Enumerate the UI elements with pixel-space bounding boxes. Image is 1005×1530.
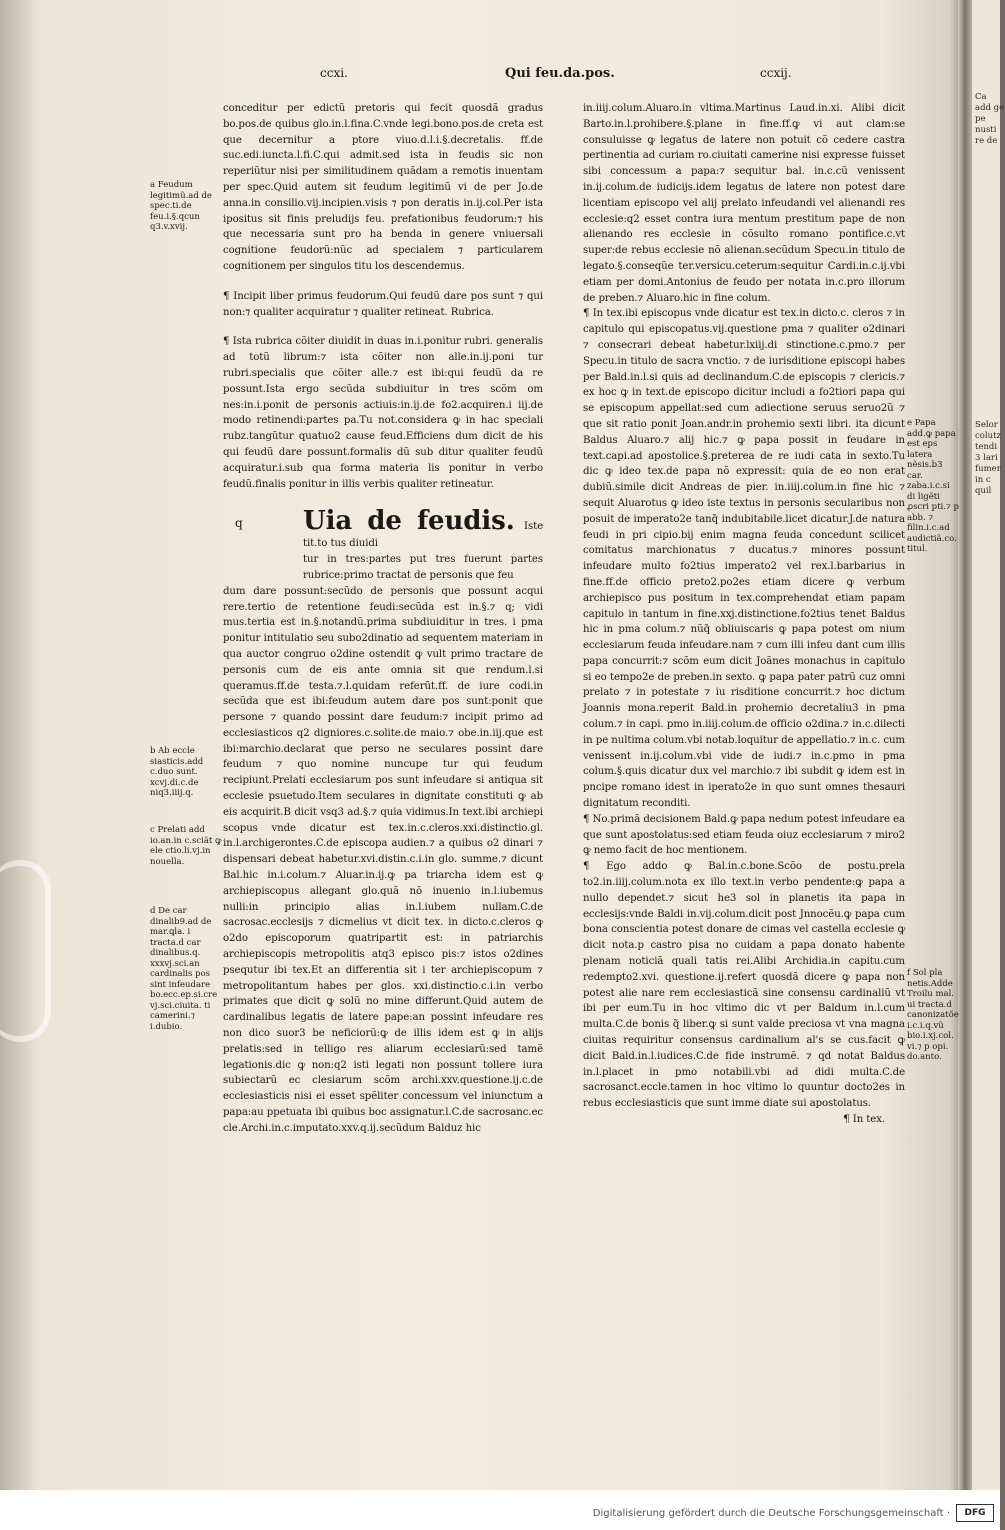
marginal-gloss-a: a Feudum legitimũ.ad de spec.ti.de feu.i.§.qcun q3.v.xvij. bbox=[150, 180, 212, 232]
right-paragraph-3-text: No.primã decisionem Bald.ꝙ papa nedum potest infeudare ea que sunt apostolatus:sed etiam feuda oiuz ecclesiarum ⁊ miro2 ꝙ nemo facit de hoc mentionem. bbox=[583, 813, 906, 857]
right-paragraph-4 bbox=[583, 859, 905, 1112]
left-text-column bbox=[223, 101, 543, 1137]
marginal-gloss-b: b Ab eccle siasticis.add c.duo sunt. xcvj.di.c.de niq3.iiij.q. bbox=[150, 746, 204, 798]
pilcrow-icon: ¶ bbox=[583, 308, 590, 320]
marginal-gloss-c: c Prelati add io.an.in c.sciãt ꝙ ele ctio.li.vj.in nouella. bbox=[150, 825, 222, 867]
adjacent-page-fragment-middle: Selor colutz tendi 3 lari fumer in c quil bbox=[975, 420, 1001, 496]
dfg-logo: DFG bbox=[956, 1504, 994, 1522]
running-header bbox=[320, 66, 820, 88]
adjacent-page-fragment-top: Ca add ge pe nusti re de bbox=[975, 92, 1005, 146]
marginal-gloss-e: e Papa add.ꝙ papa est eps latera nẽsis.b3 car. zaba.i.c.si di ligẽti ꝓscri pti.⁊ p abb. ⁊ filin.i.c.ad audictiã.co. titul. bbox=[907, 418, 959, 554]
left-paragraph-3-text: Ista rubrica cõiter diuidit in duas in.i.ponitur rubri. generalis ad totũ librum:⁊ ista cõiter non alle.in.ij.poni tur rubri.specialis que cõiter alle.⁊ est ibi:qui feudũ da re possunt.Ista ergo secũda subdiuitur in tres scõm om nes:in.i.ponit de personis actiuis:in.ij.de fo2.acquiren.i iij.de modo retinendi:partes pa.Tu not.considera ꝙ in hac speciali rubz.tangũtur quatuo2 cause feud.Efficiens dum dicit de his qui feudũ dare possunt.formalis dũ sub ditur qualiter feudũ acquiratur.i.sub qua forma materia lis ponitur in verbo feudũ.finalis ponitur in illis verbis qualiter retineatur. bbox=[223, 336, 544, 490]
left-paragraph-2 bbox=[223, 289, 543, 321]
pilcrow-icon: ¶ bbox=[583, 861, 590, 873]
right-paragraph-2-text: In tex.ibi episcopus vnde dicatur est tex.in dicto.c. cleros ⁊ in capitulo qui episcopatus.vij.questione pma ⁊ qualiter o2dinari ⁊ consecrari debeat habetur.lxiij.di stinctione.c.pmo.⁊ per Specu.in titulo de sacra vnctio. ⁊ de iurisditione episcopi habes per Bald.in.l.si quis ad declinandum.C.de episcopis ⁊ clericis.⁊ ex hoc ꝙ in text.de episcopo dicitur includi a fo2tiori papa qui se episcopum appellat:sed cum adiectione seruus seruo2ũ ⁊ que sit ratio ponit Joan.andr.in prohemio sexti libri. ita dicunt Baldus Aluaro.⁊ alij hic.⁊ ꝙ papa possit in feudare in text.capi.ad apostolice.§.preterea de re iudi cata in sexto.Tu dic ꝙ ideo tex.de papa nõ expressit: quia de eo non erat dubiũ.simile dicit Andreas de pier. in.iiij.colum.in fine hic ⁊ sequit Aluarotus ꝙ ideo iste textus in personis secularibus non posuit de imperato2e tanq̃ indubitabile.licet dicatur.J.de natura feudi in pri cipio.bij enim magna feuda concedunt scilicet comitatus marchionatus ⁊ ducatus.⁊ minores possunt infeudare multo fo2tius imperato2 vel rex.l.barbarius in fine.ff.de officio preto2.po2es etiam dicere ꝙ verbum archiepisco pus positum in tex.comprehendat etiam papam capitulo in tantum in fine.xxj.distinctione.fo2tius tenet Baldus hic in pma colum.⁊ nũq̃ obliuiscaris ꝙ papa potest om nium ecclesiarum feuda infeudare.nam ⁊ cum illi infeu dant cum illis papa concurrit:⁊ scõm eum dicit Joãnes monachus in capitulo si eo tempo2e de preben.in sexto. ꝙ papa pater patrũ cuz omni prelato ⁊ in potestate ⁊ iu risditione concurrit.⁊ hoc dictum Joannis mona.reperit Bald.in prohemio decretaliu3 in pma colum.⁊ in capi. pmo in.iiij.colum.de officio o2dina.⁊ in.c.dilecti in pe nultima colum.vbi notab.loquitur de appellatio.⁊ in.c. cum venissent in.ij.colum.vbi vide de iudi.⁊ in.c.pmo in pma colum.§.quis dicatur dux vel marchio.⁊ ibi subdit ꝙ idem est in pncipe romano idest in iperato2e in quo sunt omnes thesauri dignitatum reconditi. bbox=[583, 308, 905, 810]
right-paragraph-4-text: Ego addo ꝙ Bal.in.c.bone.Scõo de postu.prela to2.in.iiij.colum.nota ex illo text.in verbo pendente:ꝙ papa a nullo dependet.⁊ sicut he3 sol in planetis ita papa in ecclesijs:vnde Baldi in.vij.colum.dicit post Jnnocẽu.ꝙ papa cum bona conscientia potest donare de cimas vel castella ecclesie ꝙ dicit nota.p castro pisa no cuidam a papa donato habente plenam noticiã quali tatis rei.Alibi Archidia.in capitu.cum redempto2.xvi. questione.ij.refert quosdã dicere ꝙ papa non potest alie nare rem ecclesiasticã sine consensu cardinaliũ vt ibi per eum.Tu in hoc vltimo dic vt per Baldum in.l.cum multa.C.de bonis q̃ liber.ꝙ si sunt valde preciosa vt vna magna ciuitas requiritur consensus cardinalium al's se cus.facit ꝙ dicit Bald.in.l.iudices.C.de fide instrumẽ. ⁊ qd notat Baldus in.l.placet in pmo notabili.vbi ad didi multa.C.de sacrosanct.eccle.tamen in hoc vltimo lo quuntur docto2es in rebus ecclesiasticis que sunt imme diate sui apostolatus. bbox=[583, 861, 906, 1110]
pilcrow-icon: ¶ bbox=[583, 813, 590, 825]
pilcrow-icon: ¶ bbox=[843, 1114, 850, 1125]
chapter-title: Uia de feudis. bbox=[303, 506, 515, 537]
page-gutter bbox=[958, 0, 972, 1490]
left-paragraph-3 bbox=[223, 334, 543, 492]
left-paragraph-4: dum dare possunt:secũdo de personis que possunt acqui rere.tertio de retentione feudi:secũda est in.§.⁊ q; vidi mus.tertia est in.§.notandũ.prima subdiuiditur in tres. i pma ponitur intitulatio seu subo2dinatio ad sequentem materiam in qua auctor congruo o2dine ostendit ꝙ vult primo tractare de personis cum de eis ante omnia sit que rendum.l.si queramus.ff.de testa.⁊.l.quidam referũt.ff. de iure codi.in secũda que est ibi:feudum autem dare pos sunt:ponit que persone ⁊ quando possint dare feudum:⁊ incipit primo ad ecclesiasticos q2 digniores.c.solite.de maio.⁊ obe.in.iij.que est ibi:marchio.declarat que perso ne seculares possint dare feudum ⁊ quo nomine nuncupe tur qui feudum recipiunt.Prelati ecclesiarum pos sunt infeudare si antiqua sit ecclesie psuetudo.Item seculares in dignitate constituti ꝙ ab eis acquirit.B dicit vsq3 ad.§.⁊ quia vidimus.In text.ibi archiepi scopus vnde dicatur est tex.in.c.cleros.xxi.distinctio.gl. in.l.archigerontes.C.de episcopa audien.⁊ a quibus o2 dinari ⁊ dispensari debeat habetur.xvi.distin.c.i.in glo. summe.⁊ dicunt Bal.hic in.i.colum.⁊ Aluar.in.ij.ꝙ pa triarcha idem est ꝙ archiepiscopus allegant glo.quã nõ inuenio in.l.iubemus nulli:in principio alias in.l.iubem nullam.C.de sacrosac.ecclesijs ⁊ dicmelius vt dicit tex. in dicto.c.cleros ꝙ o2do episcoporum quatripartit est: in patriarchis archiepiscopis metropolitis atq3 episco pis:⁊ istos o2dines psequtur ibi tex.Et an differentia sit i ter archiepiscopum ⁊ metropolitantum habes per glos. xxi.distinctio.c.i.in verbo primates que dicit ꝙ solũ no mine differunt.Quid autem de cardinalibus legatis de latere pape:an possint infeudare res non dico suor3 be neficiorũ:ꝙ de illis idem est ꝙ in alijs prelatis:sed in telligo res aliarum ecclesiarũ:sed tamẽ legationis.dic ꝙ non:q2 isti legati non possunt tollere iura subiectarũ ec clesiarum scõm archi.xxv.questione.ij.c.de ecclesiasticis nisi ei esset spẽliter concessum vel iniunctum a papa:au ppetuata ibi quibus boc assignatur.l.C.de sacrosanc.ec cle.Archi.in.c.imputato.xxv.q.ij.secũdum Balduz hic bbox=[223, 585, 543, 1134]
book-rubric: Incipit liber primus feudorum.Qui feudũ dare pos sunt ⁊ qui non:⁊ qualiter acquiratur ⁊ qualiter retineat. Rubrica. bbox=[223, 290, 544, 318]
right-paragraph-2 bbox=[583, 306, 905, 812]
footer-credit: Digitalisierung gefördert durch die Deutsche Forschungsgemeinschaft · bbox=[592, 1508, 950, 1519]
right-text-column bbox=[583, 101, 905, 1128]
right-paragraph-1: in.iiij.colum.Aluaro.in vltima.Martinus Laud.in.xi. Alibi dicit Barto.in.l.prohibere.§.plane in fine.ff.ꝙ vi aut clam:se consuluisse ꝙ legatus de latere non potuit cõ cedere castra pertinentia ad curiam ro.ciuitati camerine nisi expresse fuisset sibi concessum a papa:⁊ sequitur bal. in.c.cũ venissent in.ij.colum.de iudicijs.idem legatus de latere non potest dare licentiam episcopo vel alij prelato infeudandi vel alienandi res ecclesie:q2 esset contra iura mentum prestitum pape de non alienando res ecclesie in cõsulto romano pontifice.c.vt super:de rebus ecclesie nõ alienan.secũdum Specu.in titulo de legato.§.conseqũe ter.versicu.ceterum:sequitur Cardi.in.c.ij.vbi etiam per domi.Antonius de feudo per notata in.c.pro illorum de preben.⁊ Aluaro.hic in fine colum. bbox=[583, 103, 905, 304]
chapter-heading bbox=[223, 506, 543, 552]
catchword bbox=[583, 1112, 905, 1128]
adjacent-page-strip bbox=[972, 0, 1005, 1490]
folio-left: ccxi. bbox=[320, 66, 348, 80]
guide-letter: q bbox=[235, 516, 243, 531]
catchword-text: In tex. bbox=[852, 1114, 885, 1125]
pilcrow-icon: ¶ bbox=[223, 336, 230, 348]
running-title: Qui feu.da.pos. bbox=[505, 66, 615, 81]
chapter-heading-continuation: Iste tit.to tus diuidi bbox=[303, 521, 544, 550]
paper-clip-shadow bbox=[0, 860, 51, 1042]
folio-right: ccxij. bbox=[760, 66, 792, 80]
pilcrow-icon: ¶ bbox=[223, 290, 230, 302]
marginal-gloss-d: d De car dinalib9.ad de mar.ꝗla. i tracta.d car dinalibus.q. xxxvj.sci.an cardinalis pos sint infeudare bo.ecc.ep.si.cre vj.sci.ciuita. ti camerini.⁊ i.dubio. bbox=[150, 906, 218, 1032]
marginal-gloss-f: f Sol pla netis.Adde Troilu mal. ui tracta.d canonizatõe i.c.i.q.vũ bio.i.xj.col. vi.⁊ p opi. do.anto. bbox=[907, 968, 959, 1062]
left-paragraph-4-indented: tur in tres:partes put tres fuerunt partes rubrice:primo tractat de personis que feu bbox=[303, 554, 543, 581]
left-paragraph-1: conceditur per edictũ pretoris qui fecit quosdã gradus bo.pos.de quibus glo.in.l.fina.C.vnde legi.bono.pos.de creta est que decernitur a ptore viuo.d.l.i.§.decretalis. ff.de suc.edi.iuncta.l.fi.C.qui admit.sed ista in feudis sic non reperiũtur nisi per similitudinem quãdam a remotis inuentam per spec.Quid autem sit feudum legitimũ vi de per Jo.de anna.in consilio.vij.incipien.visis ⁊ pon deratis in.ij.col.Per ista ipositus sit finis preludijs feu. prefationibus feudorum:⁊ his que necessaria sunt pro ha benda in genere vniuersali cognitione feudorũ:nũc ad specialem ⁊ particularem cognitionem per singulos titu los descendemus. bbox=[223, 103, 543, 272]
right-paragraph-3 bbox=[583, 812, 905, 859]
